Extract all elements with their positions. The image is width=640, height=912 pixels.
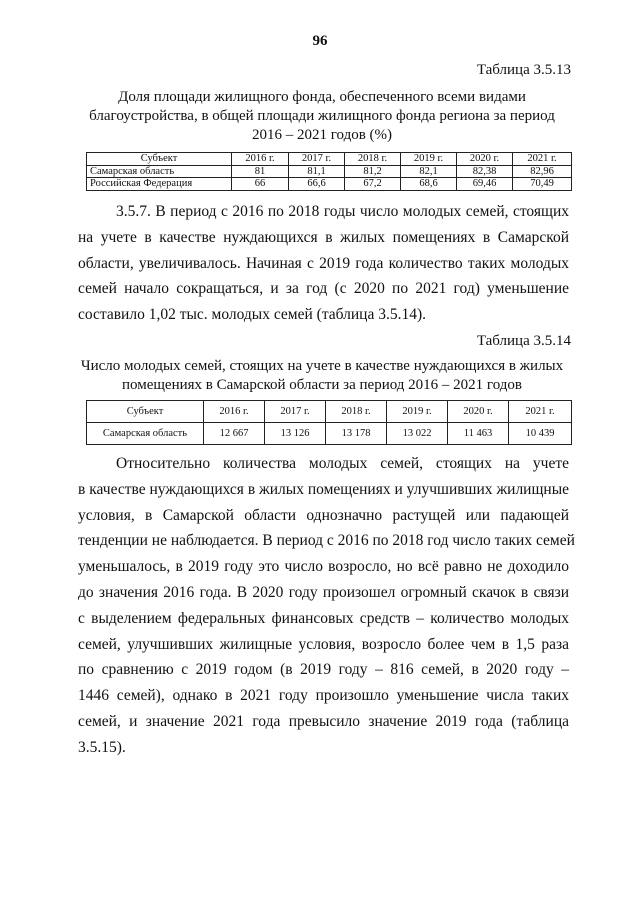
table-cell: 66 [232,178,289,191]
paragraph-line: уменьшалось, в 2019 году это число возросло, но всё равно не доходило [78,558,569,576]
caption-line: Число молодых семей, стоящих на учете в качестве нуждающихся в жилых [80,358,564,374]
header-cell: 2020 г. [457,153,513,166]
table-3-5-13-caption [72,88,572,145]
paragraph-3-5-7 [78,199,569,328]
paragraph-line: по сравнению с 2019 годом (в 2019 году – 816 семей, в 2020 году – [78,661,569,679]
table-cell: 81,2 [345,165,401,178]
table-cell: Самарская область [87,423,204,445]
table-3-5-13-label: Таблица 3.5.13 [476,62,571,78]
header-cell: 2019 г. [387,401,448,423]
paragraph-line: 3.5.7. В период с 2016 по 2018 годы число молодых семей, стоящих [116,203,569,220]
header-cell: 2019 г. [401,153,457,166]
header-cell: 2018 г. [326,401,387,423]
header-cell: 2017 г. [289,153,345,166]
table-cell: 13 178 [326,423,387,445]
header-cell: Субъект [87,153,232,166]
paragraph-line: семей, и значение 2021 года превысило значение 2019 года (таблица [78,712,569,730]
paragraph-young-families [78,451,575,761]
paragraph-line: 1446 семей), однако в 2021 году произошло уменьшение числа таких [78,687,569,705]
table-cell: 81 [232,165,289,178]
table-3-5-14-label: Таблица 3.5.14 [476,333,571,349]
paragraph-line: с выделением федеральных финансовых средств – количество молодых [78,609,569,627]
paragraph-line: составило 1,02 тыс. молодых семей (таблица 3.5.14). [78,306,427,324]
paragraph-line: в качестве нуждающихся в жилых помещениях и улучшивших жилищные [78,480,569,498]
table-cell: 70,49 [513,178,572,191]
table-row [87,423,572,445]
paragraph-line: семей начало сокращаться, и за год (с 2020 по 2021 год) уменьшение [78,280,569,298]
table-header-row [87,153,572,166]
table-3-5-13 [86,152,572,191]
paragraph-line: семей, улучшивших жилищные условия, возросло более чем в 1,5 раза [78,635,569,653]
page-number: 96 [312,33,328,49]
table-cell: 82,38 [457,165,513,178]
header-cell: 2017 г. [265,401,326,423]
table-cell: 82,1 [401,165,457,178]
header-cell: 2021 г. [513,153,572,166]
table-cell: 69,46 [457,178,513,191]
table-cell: 10 439 [509,423,572,445]
paragraph-line: до значения 2016 года. В 2020 году произошел огромный скачок в связи [78,583,569,601]
header-cell: 2018 г. [345,153,401,166]
paragraph-line: 3.5.15). [78,738,126,756]
paragraph-line: тенденции не наблюдается. В период с 2016 по 2018 год число таких семей [78,532,575,550]
table-cell: 66,6 [289,178,345,191]
table-row [87,165,572,178]
table-3-5-14 [86,400,572,445]
paragraph-line: области, увеличивалось. Начиная с 2019 года количество таких молодых [78,254,569,272]
caption-line: Доля площади жилищного фонда, обеспеченного всеми видами [118,89,526,105]
paragraph-line: на учете в качестве нуждающихся в жилых помещениях в Самарской [78,228,569,246]
caption-line: помещениях в Самарской области за период 2016 – 2021 годов [121,377,522,393]
header-cell: 2021 г. [509,401,572,423]
header-cell: 2016 г. [232,153,289,166]
paragraph-line: Относительно количества молодых семей, стоящих на учете [116,455,569,472]
table-row [87,178,572,191]
header-cell: Субъект [87,401,204,423]
table-cell: Российская Федерация [87,178,232,191]
caption-line: благоустройства, в общей площади жилищного фонда региона за период [89,108,555,124]
table-cell: 81,1 [289,165,345,178]
paragraph-line: условия, в Самарской области однозначно растущей или падающей [78,506,569,524]
header-cell: 2020 г. [448,401,509,423]
table-header-row [87,401,572,423]
table-cell: 11 463 [448,423,509,445]
table-cell: 12 667 [204,423,265,445]
table-cell: 67,2 [345,178,401,191]
header-cell: 2016 г. [204,401,265,423]
caption-line: 2016 – 2021 годов (%) [251,127,393,143]
table-3-5-14-caption [72,357,572,395]
table-cell: 68,6 [401,178,457,191]
table-cell: Самарская область [87,165,232,178]
table-cell: 82,96 [513,165,572,178]
table-cell: 13 126 [265,423,326,445]
table-cell: 13 022 [387,423,448,445]
